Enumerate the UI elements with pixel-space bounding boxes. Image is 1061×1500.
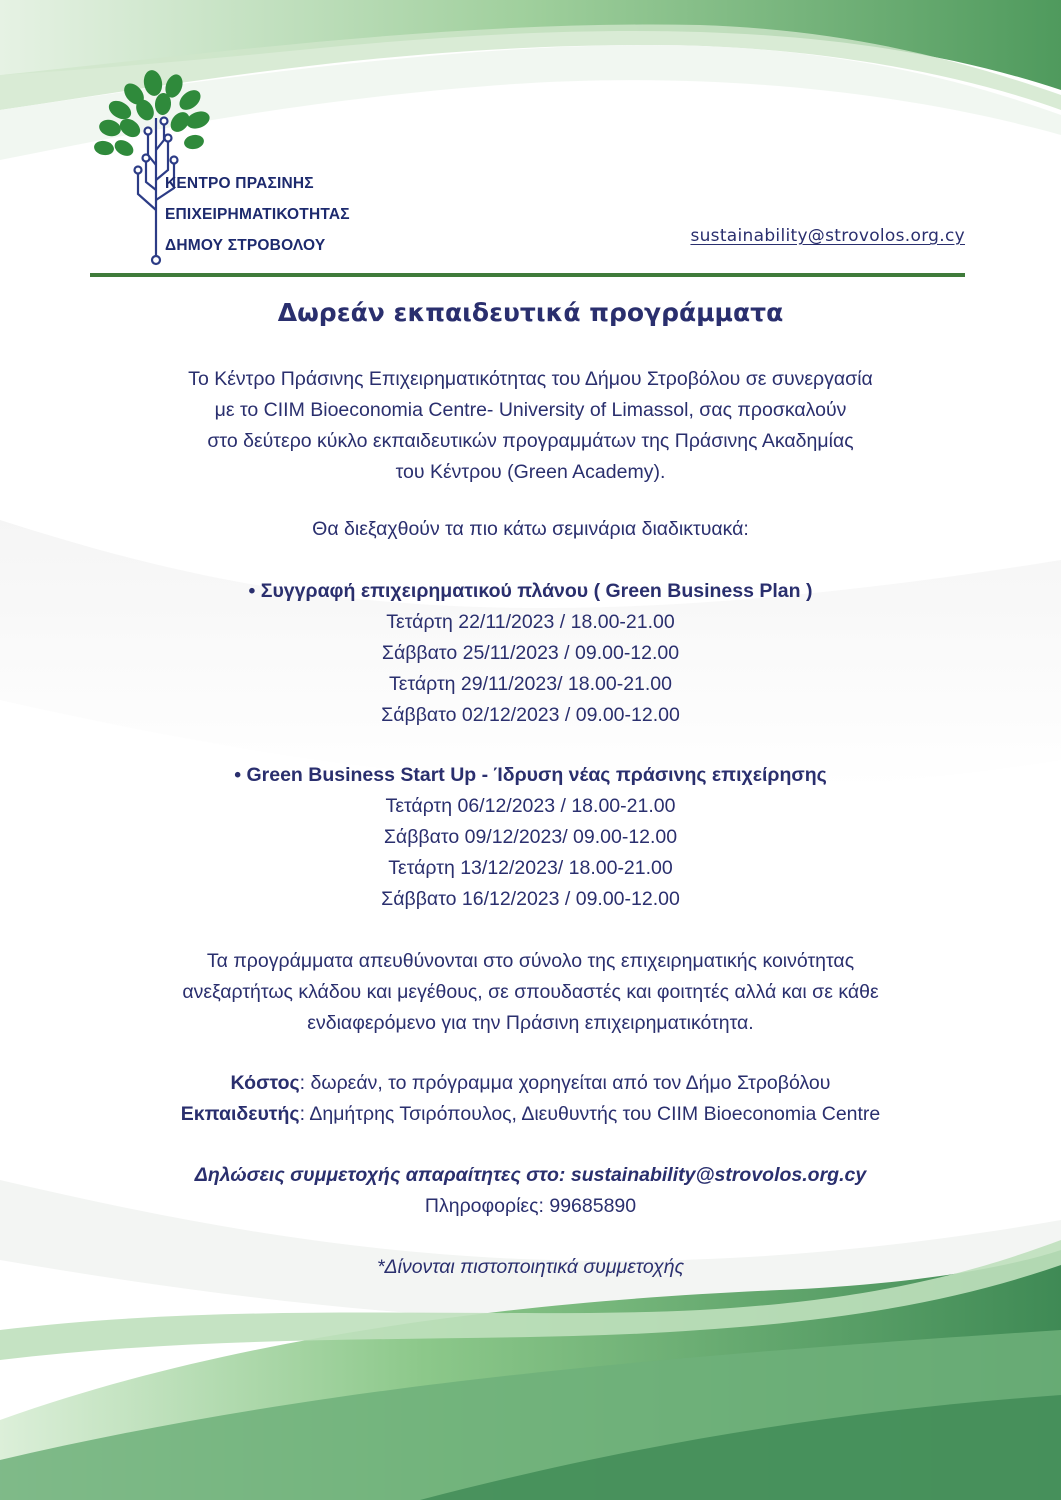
- seminar-date: Τετάρτη 22/11/2023 / 18.00-21.00: [386, 611, 675, 633]
- intro-line: Το Κέντρο Πράσινης Επιχειρηματικότητας του Δήμου Στροβόλου σε συνεργασία: [188, 368, 873, 390]
- seminar-date: Σάββατο 02/12/2023 / 09.00-12.00: [381, 704, 680, 726]
- header-email-link[interactable]: sustainability@strovolos.org.cy: [690, 226, 965, 246]
- audience-paragraph: [60, 946, 1001, 1039]
- intro-line: με το CIIM Bioeconomia Centre- University of Limassol, σας προσκαλούν: [214, 399, 847, 421]
- seminars-intro: [60, 514, 1001, 545]
- audience-line: Τα προγράμματα απευθύνονται στο σύνολο της επιχειρηματικής κοινότητας: [206, 950, 855, 972]
- seminar-block: [60, 760, 1001, 915]
- page-title: Δωρεάν εκπαιδευτικά προγράμματα: [277, 298, 784, 327]
- details-block: [60, 1068, 1001, 1130]
- seminar-title: • Συγγραφή επιχειρηματικού πλάνου ( Green Business Plan ): [248, 580, 813, 602]
- logo-line-2: ΕΠΙΧΕΙΡΗΜΑΤΙΚΟΤΗΤΑΣ: [165, 206, 350, 223]
- trainer-line: [60, 1099, 1001, 1130]
- logo-line-3: ΔΗΜΟΥ ΣΤΡΟΒΟΛΟΥ: [165, 237, 326, 254]
- info-phone: Πληροφορίες: 99685890: [424, 1195, 637, 1217]
- trainer-text: : Δημήτρης Τσιρόπουλος, Διευθυντής του CIIM Bioeconomia Centre: [299, 1103, 881, 1125]
- trainer-label: Εκπαιδευτής: [180, 1103, 300, 1125]
- cost-label: Κόστος: [230, 1072, 300, 1094]
- cost-text: : δωρεάν, το πρόγραμμα χορηγείται από τον Δήμο Στροβόλου: [299, 1072, 831, 1094]
- seminar-date: Τετάρτη 13/12/2023/ 18.00-21.00: [388, 857, 673, 879]
- certificates-note: [60, 1252, 1001, 1283]
- registration-block: [60, 1160, 1001, 1222]
- seminar-title: • Green Business Start Up - Ίδρυση νέας πράσινης επιχείρησης: [234, 764, 827, 786]
- intro-line: στο δεύτερο κύκλο εκπαιδευτικών προγραμμάτων της Πράσινης Ακαδημίας: [207, 430, 854, 452]
- audience-line: ανεξαρτήτως κλάδου και μεγέθους, σε σπουδαστές και φοιτητές αλλά και σε κάθε: [182, 981, 879, 1003]
- intro-paragraph: [60, 364, 1001, 488]
- header-divider: [90, 273, 965, 277]
- logo-line-1: ΚΕΝΤΡΟ ΠΡΑΣΙΝΗΣ: [165, 175, 314, 192]
- seminars-intro-text: Θα διεξαχθούν τα πιο κάτω σεμινάρια διαδικτυακά:: [312, 518, 749, 540]
- registration-text: Δηλώσεις συμμετοχής απαραίτητες στο: sustainability@strovolos.org.cy: [194, 1164, 867, 1186]
- seminar-block: [60, 576, 1001, 731]
- cost-line: [60, 1068, 1001, 1099]
- audience-line: ενδιαφερόμενο για την Πράσινη επιχειρηματικότητα.: [307, 1012, 754, 1034]
- seminar-date: Σάββατο 16/12/2023 / 09.00-12.00: [381, 888, 680, 910]
- intro-line: του Κέντρου (Green Academy).: [395, 461, 666, 483]
- seminar-date: Τετάρτη 06/12/2023 / 18.00-21.00: [385, 795, 676, 817]
- certificates-text: *Δίνονται πιστοποιητικά συμμετοχής: [376, 1256, 685, 1278]
- seminar-date: Σάββατο 09/12/2023/ 09.00-12.00: [383, 826, 678, 848]
- seminar-date: Τετάρτη 29/11/2023/ 18.00-21.00: [388, 673, 673, 695]
- seminar-date: Σάββατο 25/11/2023 / 09.00-12.00: [381, 642, 680, 664]
- logo-wordmark: [165, 168, 350, 261]
